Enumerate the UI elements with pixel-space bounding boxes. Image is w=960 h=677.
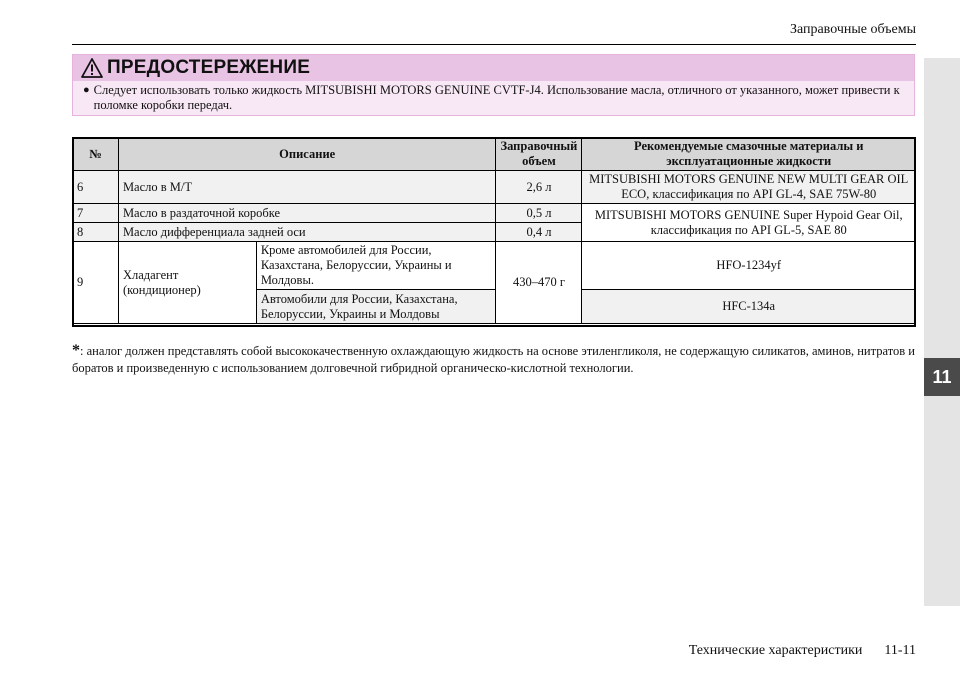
row-description: Масло в М/Т <box>118 171 496 204</box>
row-market: Автомобили для России, Казахстана, Белоруссии, Украины и Молдовы <box>256 290 496 324</box>
table-header-row <box>73 138 916 171</box>
row-description: Масло в раздаточной коробке <box>118 204 496 223</box>
warning-triangle-icon <box>81 58 103 78</box>
warning-title: ПРЕДОСТЕРЕЖЕНИЕ <box>107 57 311 78</box>
header-divider <box>72 44 916 45</box>
row-number: 6 <box>73 171 119 204</box>
chapter-tab[interactable]: 11 <box>924 358 960 396</box>
row-capacity: 2,6 л <box>496 171 582 204</box>
footnote-text: : аналог должен представлять собой высококачественную охлаждающую жидкость на основе этиленгликоля, не содержащую силикатов, аминов, нитратов и боратов и произведенную с использованием долговечной гибридной органическо-кислотной технологии. <box>72 344 915 375</box>
row-number: 9 <box>73 242 119 324</box>
row-description: Масло дифференциала задней оси <box>118 223 496 242</box>
row-capacity: 0,4 л <box>496 223 582 242</box>
footnote-marker: * <box>72 342 80 359</box>
row-fluid: HFC-134a <box>582 290 916 324</box>
row-market: Кроме автомобилей для России, Казахстана, Белоруссии, Украины и Молдовы. <box>256 242 496 290</box>
warning-text: Следует использовать только жидкость MITSUBISHI MOTORS GENUINE CVTF-J4. Использование масла, отличного от указанного, может привести к поломке коробки передач. <box>93 83 900 112</box>
footer-section: Технические характеристики <box>688 643 863 658</box>
chapter-side-strip <box>924 58 960 606</box>
header-number: № <box>73 138 119 171</box>
row-description: Хладагент (кондиционер) <box>118 242 256 324</box>
warning-box <box>72 54 915 116</box>
table-row <box>73 242 916 290</box>
warning-body <box>73 81 914 115</box>
warning-header <box>73 55 914 81</box>
row-fluid: HFO-1234yf <box>582 242 916 290</box>
row-recommended: MITSUBISHI MOTORS GENUINE Super Hypoid Gear Oil, классификация по API GL-5, SAE 80 <box>582 204 916 242</box>
bullet-icon: ● <box>83 84 90 96</box>
row-recommended: MITSUBISHI MOTORS GENUINE NEW MULTI GEAR OIL ECO, классификация по API GL-4, SAE 75W-80 <box>582 171 916 204</box>
table-row <box>73 204 916 223</box>
footnote <box>72 342 918 377</box>
header-recommended: Рекомендуемые смазочные материалы и эксплуатационные жидкости <box>582 138 916 171</box>
row-number: 8 <box>73 223 119 242</box>
header-capacity: Заправочный объем <box>496 138 582 171</box>
page-footer <box>689 643 916 659</box>
row-capacity: 0,5 л <box>496 204 582 223</box>
table-row <box>73 171 916 204</box>
fluid-capacity-table <box>72 137 916 324</box>
row-capacity: 430–470 г <box>496 242 582 324</box>
page-number: 11-11 <box>884 643 916 658</box>
row-number: 7 <box>73 204 119 223</box>
page-header-title: Заправочные объемы <box>789 22 916 37</box>
header-description: Описание <box>118 138 496 171</box>
